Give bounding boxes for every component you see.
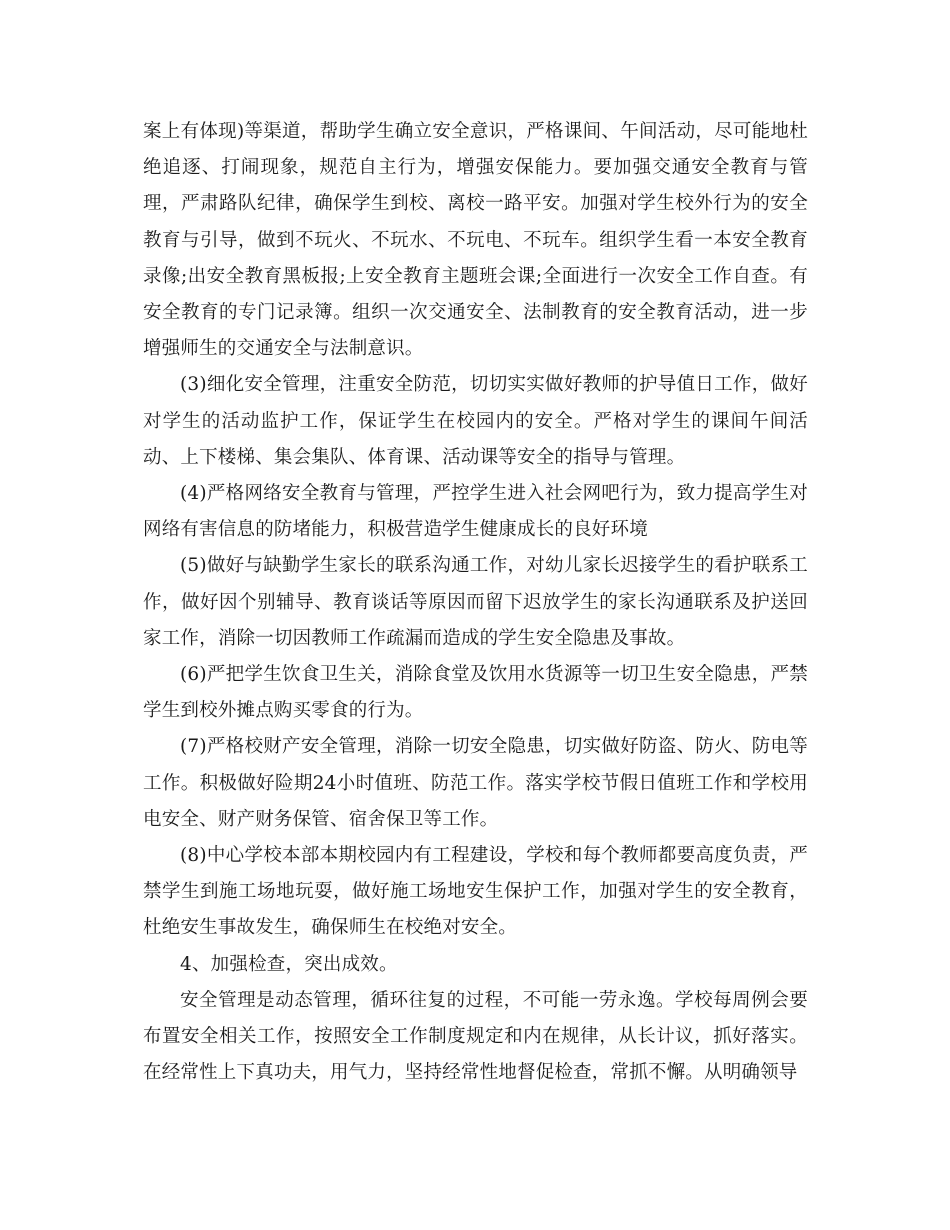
paragraph-item-8: (8)中心学校本部本期校园内有工程建设，学校和每个教师都要高度负责，严禁学生到施工场地玩耍，做好施工场地安生保护工作，加强对学生的安全教育，杜绝安生事故发生，确保师生在校绝对安全。 — [143, 845, 808, 939]
paragraph-safety-management: 安全管理是动态管理，循环往复的过程，不可能一劳永逸。学校每周例会要布置安全相关工作，按照安全工作制度规定和内在规律，从长计议，抓好落实。在经常性上下真功夫，用气力，坚持经常性地督促检查，常抓不懈。从明确领导 — [143, 989, 808, 1084]
paragraph-item-4: (4)严格网络安全教育与管理，严控学生进入社会网吧行为，致力提高学生对网络有害信息的防堵能力，积极营造学生健康成长的良好环境 — [143, 483, 808, 541]
paragraph-continuation: 案上有体现)等渠道，帮助学生确立安全意识，严格课间、午间活动，尽可能地杜绝追逐、打闹现象，规范自主行为，增强安保能力。要加强交通安全教育与管理，严肃路队纪律，确保学生到校、离校一路平安。加强对学生校外行为的安全教育与引导，做到不玩火、不玩水、不玩电、不玩车。组织学生看一本安全教育录像;出安全教育黑板报;上安全教育主题班会课;全面进行一次安全工作自查。有安全教育的专门记录簿。组织一次交通安全、法制教育的安全教育活动，进一步增强师生的交通安全与法制意识。 — [143, 121, 808, 360]
paragraph-item-7: (7)严格校财产安全管理，消除一切安全隐患，切实做好防盗、防火、防电等工作。积极做好险期24小时值班、防范工作。落实学校节假日值班工作和学校用电安全、财产财务保管、宿舍保卫等工作。 — [143, 736, 808, 830]
paragraph-item-6: (6)严把学生饮食卫生关，消除食堂及饮用水货源等一切卫生安全隐患，严禁学生到校外摊点购买零食的行为。 — [143, 664, 808, 722]
paragraph-item-3: (3)细化安全管理，注重安全防范，切切实实做好教师的护导值日工作，做好对学生的活动监护工作，保证学生在校园内的安全。严格对学生的课间午间活动、上下楼梯、集会集队、体育课、活动课等安全的指导与管理。 — [143, 374, 808, 468]
paragraph-item-5: (5)做好与缺勤学生家长的联系沟通工作，对幼儿家长迟接学生的看护联系工作，做好因个别辅导、教育谈话等原因而留下迟放学生的家长沟通联系及护送回家工作，消除一切因教师工作疏漏而造成的学生安全隐患及事故。 — [143, 555, 808, 649]
section-heading-4: 4、加强检查，突出成效。 — [180, 953, 398, 975]
document-body — [143, 114, 808, 1091]
